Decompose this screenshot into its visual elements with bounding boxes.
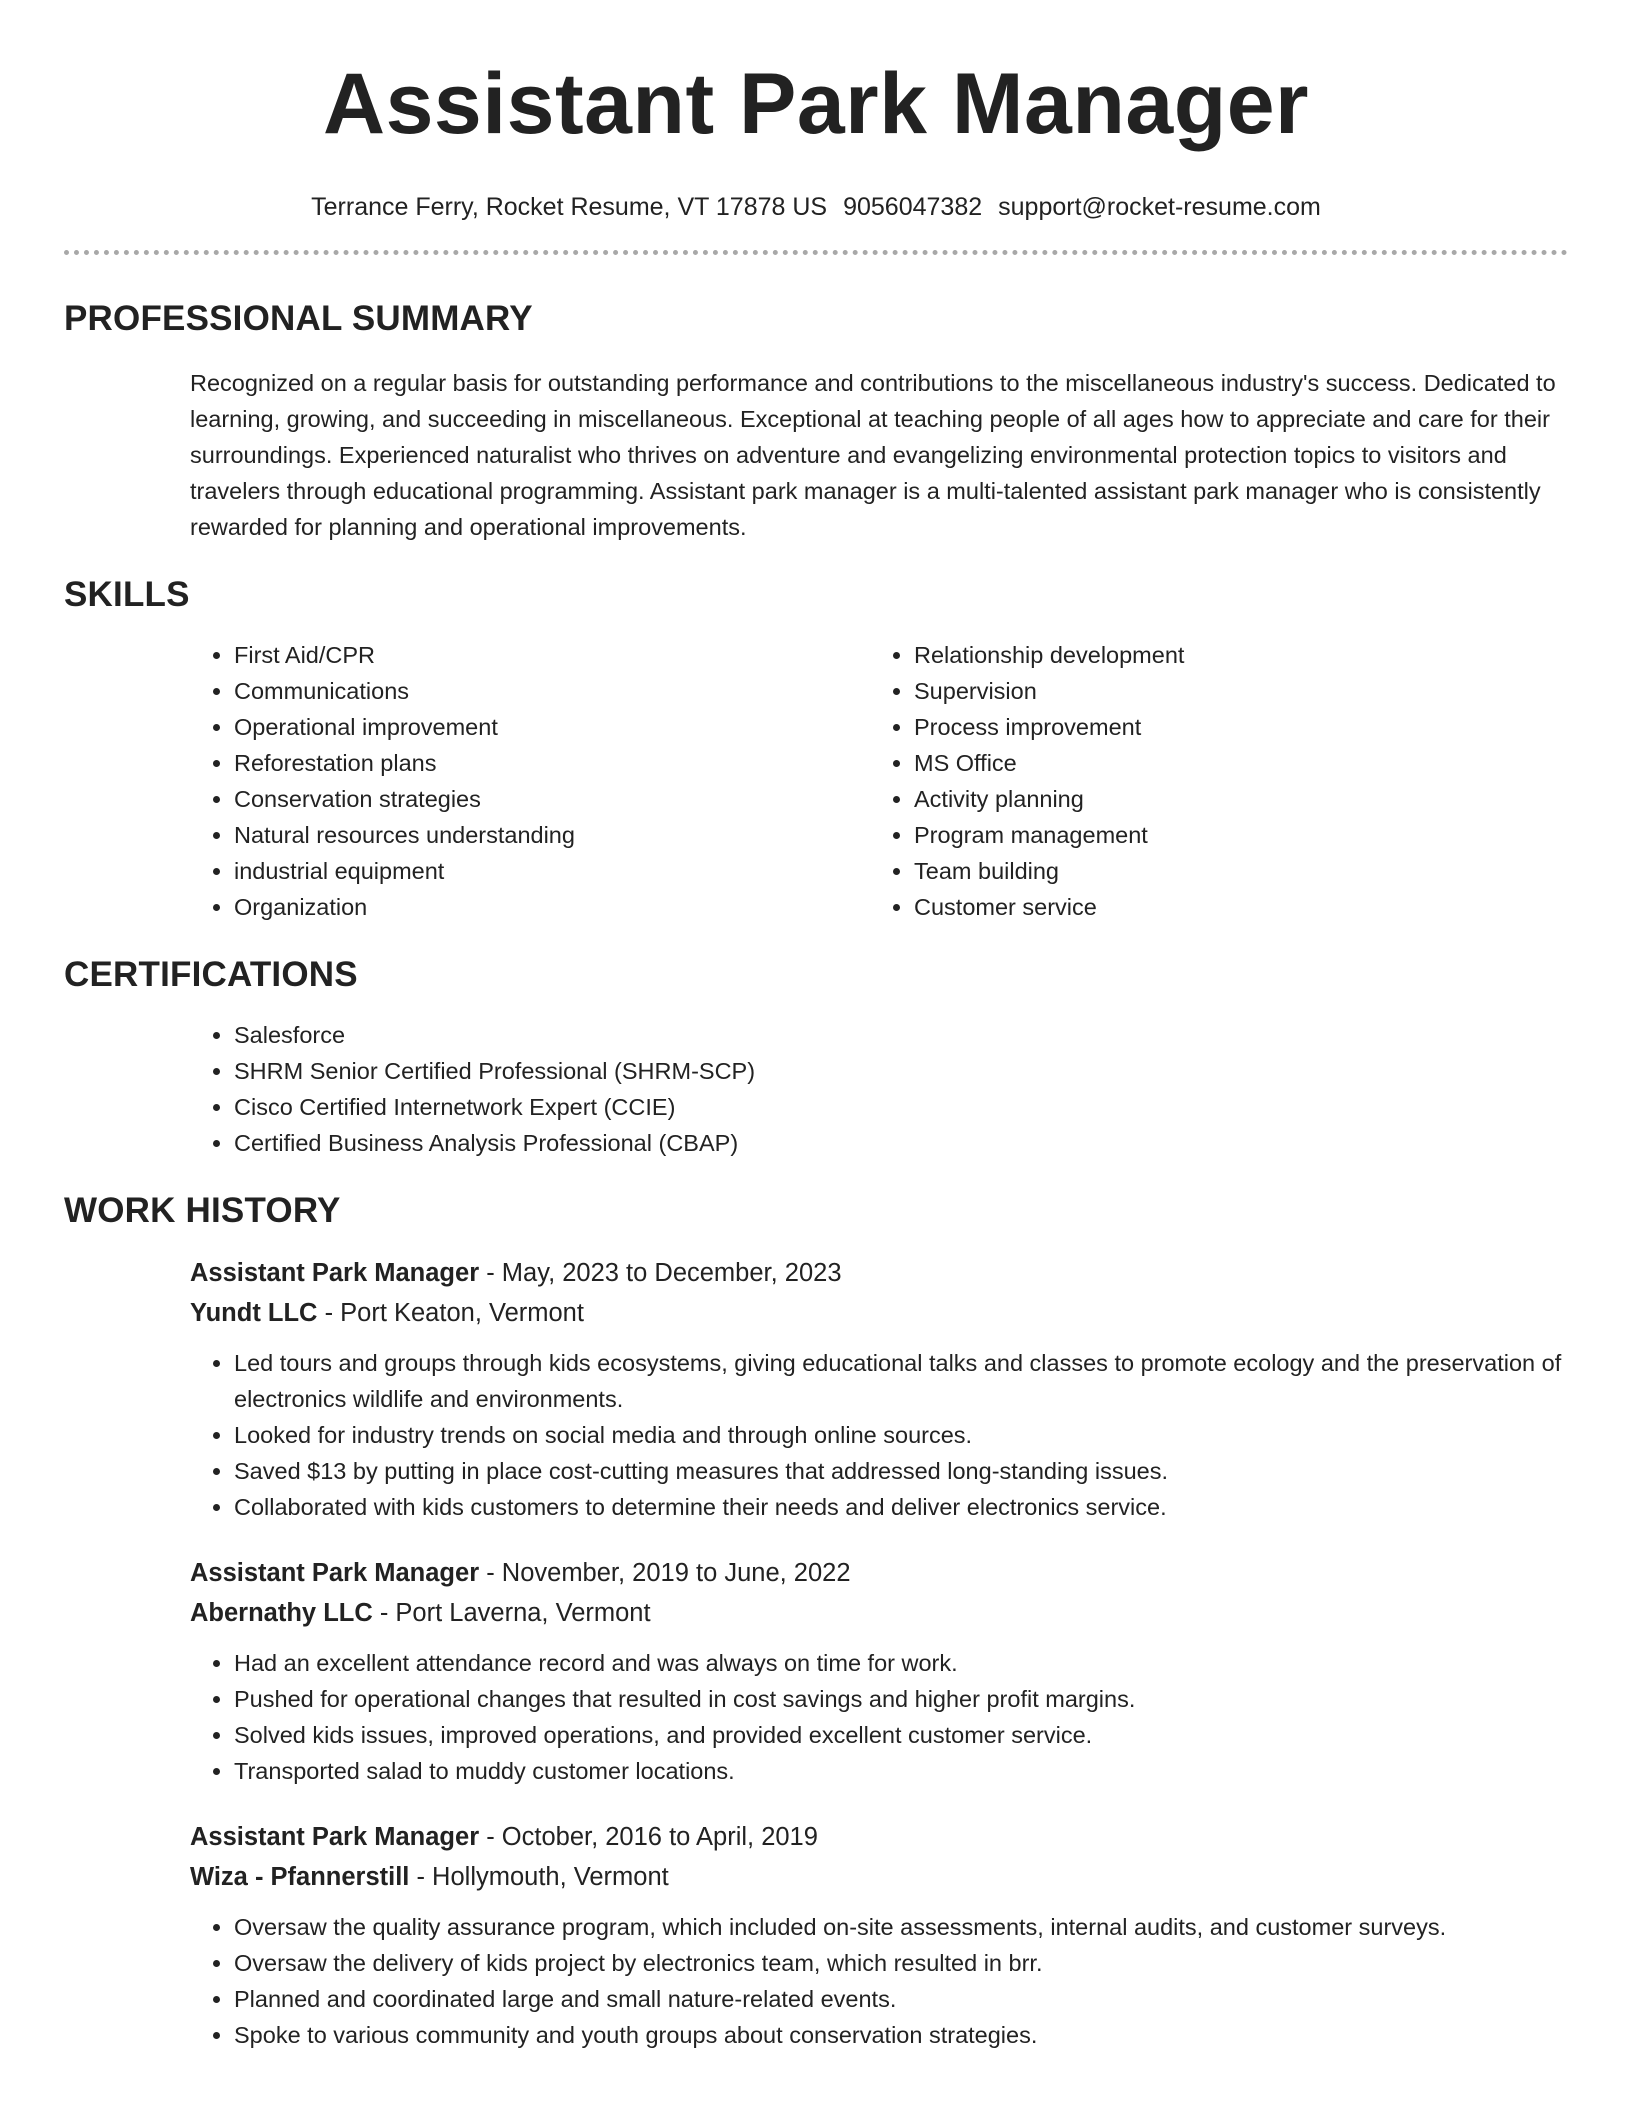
certification-item: • SHRM Senior Certified Professional (SHRM-SCP) <box>234 1053 1568 1089</box>
job-bullet: • Saved $13 by putting in place cost-cutting measures that addressed long-standing issues. <box>234 1453 1568 1489</box>
work-history-title: WORK HISTORY <box>64 1191 341 1230</box>
skills-column-left <box>190 637 870 925</box>
certification-item: • Salesforce <box>234 1017 1568 1053</box>
skill-item: • Activity planning <box>914 781 1550 817</box>
job-bullet: • Led tours and groups through kids ecosystems, giving educational talks and classes to promote ecology and the preservation of electronics wildlife and environments. <box>234 1345 1568 1417</box>
job-dates: - November, 2019 to June, 2022 <box>479 1559 851 1587</box>
job-bullets <box>190 1345 1568 1525</box>
skill-item: • industrial equipment <box>234 853 870 889</box>
contact-address: Terrance Ferry, Rocket Resume, VT 17878 US <box>311 193 828 221</box>
job-location: - Hollymouth, Vermont <box>409 1863 669 1891</box>
job-bullet: • Spoke to various community and youth groups about conservation strategies. <box>234 2017 1568 2053</box>
job-role: Assistant Park Manager <box>190 1259 480 1287</box>
job-bullets <box>190 1909 1568 2053</box>
certifications-list <box>190 1017 1568 1161</box>
job-title-line <box>190 1817 1568 1857</box>
job-bullet: • Oversaw the quality assurance program, which included on-site assessments, internal audits, and customer surveys. <box>234 1909 1568 1945</box>
skill-item: • Reforestation plans <box>234 745 870 781</box>
skill-item: • Natural resources understanding <box>234 817 870 853</box>
contact-phone: 9056047382 <box>843 193 983 221</box>
skills-title: SKILLS <box>64 575 190 614</box>
job-role: Assistant Park Manager <box>190 1559 480 1587</box>
resume-page <box>64 0 1568 2053</box>
job-company-line <box>190 1293 1568 1333</box>
job-bullet: • Solved kids issues, improved operations, and provided excellent customer service. <box>234 1717 1568 1753</box>
job-title-line <box>190 1553 1568 1593</box>
skill-item: • MS Office <box>914 745 1550 781</box>
skill-item: • Customer service <box>914 889 1550 925</box>
job-location: - Port Laverna, Vermont <box>372 1599 651 1627</box>
certification-item: • Cisco Certified Internetwork Expert (CCIE) <box>234 1089 1568 1125</box>
contact-line <box>64 192 1568 222</box>
skill-item: • Program management <box>914 817 1550 853</box>
skill-item: • Process improvement <box>914 709 1550 745</box>
job-bullet: • Collaborated with kids customers to determine their needs and deliver electronics service. <box>234 1489 1568 1525</box>
job-role: Assistant Park Manager <box>190 1823 480 1851</box>
job-title-line <box>190 1253 1568 1293</box>
job-entry <box>190 1253 1568 1525</box>
contact-email: support@rocket-resume.com <box>998 193 1321 221</box>
skills-column-right <box>870 637 1550 925</box>
skill-item: • First Aid/CPR <box>234 637 870 673</box>
skill-item: • Operational improvement <box>234 709 870 745</box>
job-dates: - October, 2016 to April, 2019 <box>479 1823 818 1851</box>
skill-item: • Supervision <box>914 673 1550 709</box>
summary-text: Recognized on a regular basis for outstanding performance and contributions to the miscellaneous industry's success. Dedicated to learning, growing, and succeeding in miscellaneous. Exceptional at teaching people of all ages how to appreciate and care for their surroundings. Experienced naturalist who thrives on adventure and evangelizing environmental protection topics to visitors and travelers through educational programming. Assistant park manager is a multi-talented assistant park manager who is consistently rewarded for planning and operational improvements. <box>190 370 1556 540</box>
job-company-line <box>190 1857 1568 1897</box>
job-bullet: • Looked for industry trends on social media and through online sources. <box>234 1417 1568 1453</box>
skill-item: • Relationship development <box>914 637 1550 673</box>
skill-item: • Organization <box>234 889 870 925</box>
skill-item: • Communications <box>234 673 870 709</box>
job-entry <box>190 1553 1568 1789</box>
job-bullet: • Had an excellent attendance record and was always on time for work. <box>234 1645 1568 1681</box>
job-company: Wiza - Pfannerstill <box>190 1863 410 1891</box>
skill-item: • Conservation strategies <box>234 781 870 817</box>
job-company: Yundt LLC <box>190 1299 318 1327</box>
job-bullet: • Pushed for operational changes that resulted in cost savings and higher profit margins. <box>234 1681 1568 1717</box>
certification-item: • Certified Business Analysis Professional (CBAP) <box>234 1125 1568 1161</box>
job-dates: - May, 2023 to December, 2023 <box>479 1259 842 1287</box>
job-bullets <box>190 1645 1568 1789</box>
skill-item: • Team building <box>914 853 1550 889</box>
skills-list <box>190 637 1568 925</box>
job-bullet: • Transported salad to muddy customer locations. <box>234 1753 1568 1789</box>
summary-title: PROFESSIONAL SUMMARY <box>64 299 533 338</box>
job-location: - Port Keaton, Vermont <box>317 1299 584 1327</box>
job-company-line <box>190 1593 1568 1633</box>
job-bullet: • Planned and coordinated large and small nature-related events. <box>234 1981 1568 2017</box>
job-bullet: • Oversaw the delivery of kids project by electronics team, which resulted in brr. <box>234 1945 1568 1981</box>
header-divider <box>64 250 1568 255</box>
certifications-title: CERTIFICATIONS <box>64 955 358 994</box>
job-entry <box>190 1817 1568 2053</box>
resume-name: Assistant Park Manager <box>322 56 1310 152</box>
job-company: Abernathy LLC <box>190 1599 373 1627</box>
